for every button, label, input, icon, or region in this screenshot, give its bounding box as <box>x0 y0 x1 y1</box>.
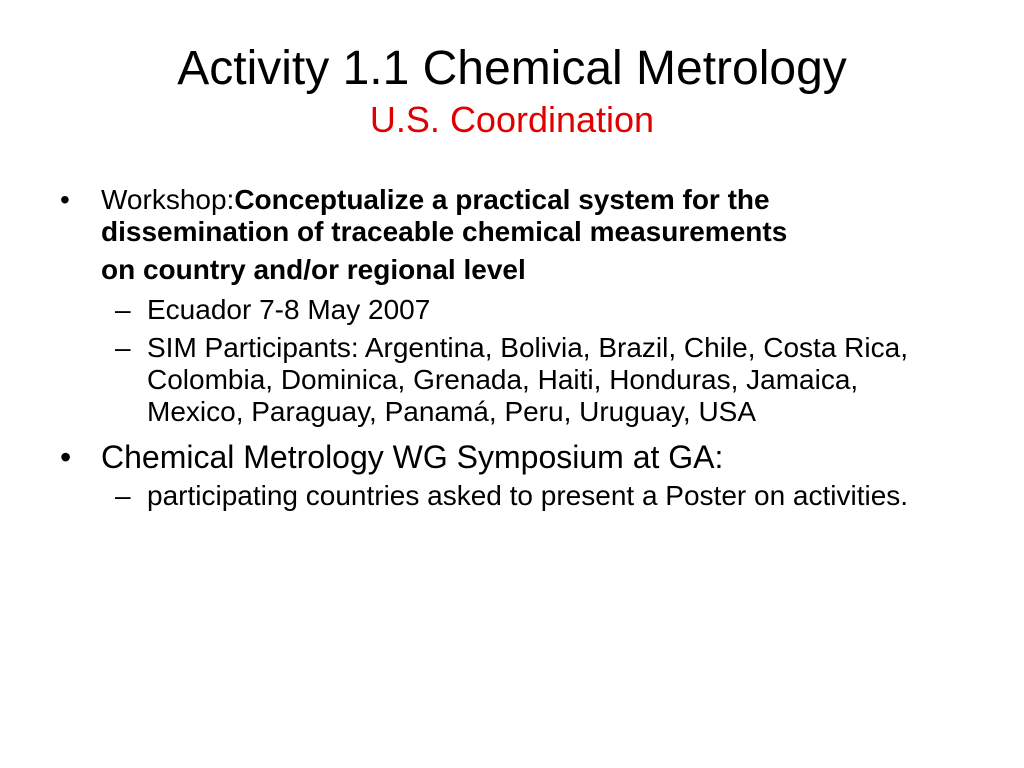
dash-marker: – <box>115 480 131 511</box>
workshop-prefix: Workshop: <box>101 184 235 215</box>
bullet-dot: • <box>60 439 72 475</box>
sub-bullet-date <box>60 294 960 326</box>
dash-marker: – <box>115 332 131 363</box>
bullet-text: Chemical Metrology WG Symposium at GA: <box>101 439 724 475</box>
title-block <box>0 40 1024 142</box>
sub-bullet-text: participating countries asked to present a Poster on activities. <box>147 480 909 511</box>
workshop-description-continued: on country and/or regional level <box>101 254 526 285</box>
workshop-description: Conceptualize a practical system for the dissemination of traceable chemical measurements <box>101 184 788 247</box>
slide-subtitle: U.S. Coordination <box>369 99 655 140</box>
slide-title: Activity 1.1 Chemical Metrology <box>177 42 847 95</box>
dash-marker: – <box>115 294 131 325</box>
sub-bullet-text: SIM Participants: Argentina, Bolivia, Brazil, Chile, Costa Rica, Colombia, Dominica, Grenada, Haiti, Honduras, Jamaica, Mexico, Paraguay, Panamá, Peru, Uruguay, USA <box>147 332 908 427</box>
sub-bullet-poster <box>60 480 960 512</box>
slide-body <box>60 184 960 512</box>
sub-bullet-text: Ecuador 7-8 May 2007 <box>147 294 431 325</box>
bullet-workshop <box>60 184 960 286</box>
bullet-symposium <box>60 438 960 476</box>
sub-bullet-participants <box>60 332 960 428</box>
bullet-dot: • <box>60 184 70 215</box>
